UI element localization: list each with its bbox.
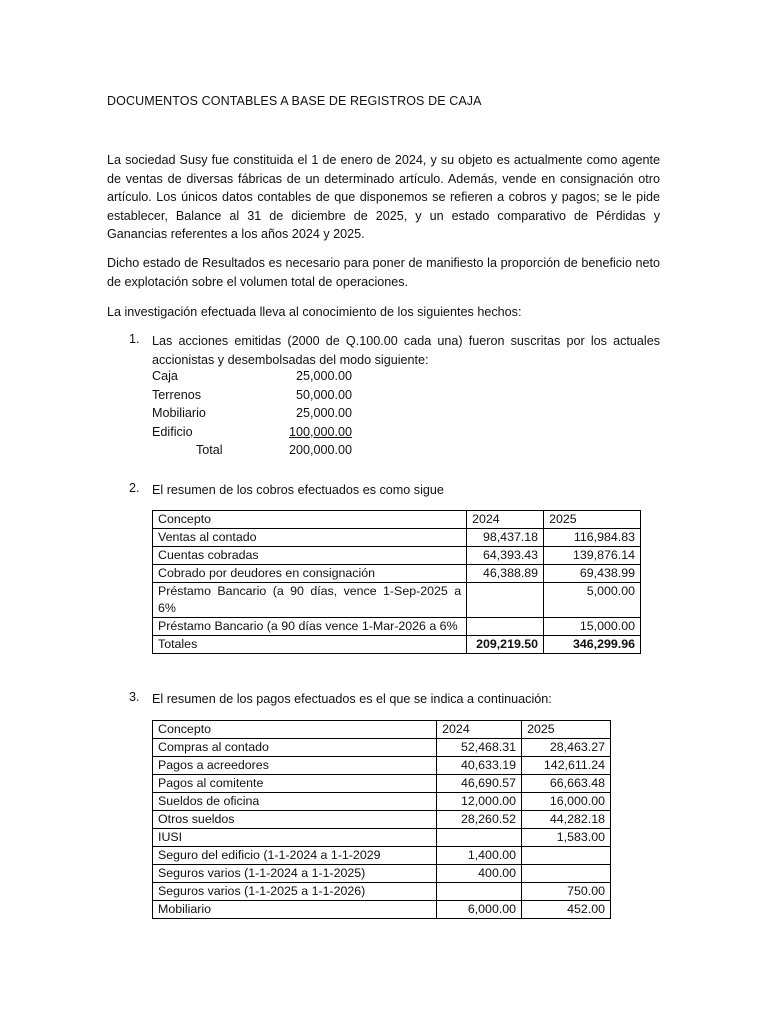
shares-value: 100,000.00: [288, 424, 352, 439]
value-cell: 142,611.24: [522, 757, 611, 775]
shares-row: [152, 388, 352, 407]
value-cell: [437, 883, 522, 901]
item-text-shares: Las acciones emitidas (2000 de Q.100.00 cada una) fueron suscritas por los actuales accionistas y desembolsadas del modo siguiente:: [152, 334, 660, 367]
header-cell: Concepto: [153, 511, 467, 529]
header-cell: Concepto: [153, 721, 437, 739]
table-row: [153, 811, 611, 829]
shares-total-label: Total: [196, 443, 223, 457]
concept-cell: IUSI: [153, 829, 437, 847]
intro-paragraph: La sociedad Susy fue constituida el 1 de enero de 2024, y su objeto es actualmente como agente de ventas de diversas fábricas de un determinado artículo. Además, vende en consignación otro artículo. Los únicos datos contables de que disponemos se refieren a cobros y pagos; se le pide establecer, Balance al 31 de diciembre de 2025, y un estado comparativo de Pérdidas y Ganancias referentes a los años 2024 y 2025.: [107, 153, 660, 241]
totals-label: Totales: [153, 636, 467, 654]
table-row: [153, 565, 641, 583]
concept-cell: Pagos al comitente: [153, 775, 437, 793]
value-cell: 52,468.31: [437, 739, 522, 757]
cobros-table: [152, 510, 641, 654]
item-number: 3.: [129, 690, 140, 704]
value-cell: 139,876.14: [544, 547, 641, 565]
value-cell: 66,663.48: [522, 775, 611, 793]
value-cell: [522, 847, 611, 865]
shares-label: Caja: [152, 369, 178, 383]
concept-cell: Mobiliario: [153, 901, 437, 919]
shares-value: 50,000.00: [295, 387, 352, 402]
item-text-pagos: El resumen de los pagos efectuados es el que se indica a continuación:: [152, 692, 552, 706]
value-cell: 1,400.00: [437, 847, 522, 865]
table-row: [153, 829, 611, 847]
purpose-paragraph: Dicho estado de Resultados es necesario para poner de manifiesto la proporción de beneficio neto de explotación sobre el volumen total de operaciones.: [107, 256, 660, 289]
value-cell: 40,633.19: [437, 757, 522, 775]
shares-row: [152, 425, 352, 444]
table-totals-row: [153, 636, 641, 654]
shares-row: [152, 369, 352, 388]
header-cell: 2024: [437, 721, 522, 739]
shares-total-value: 200,000.00: [288, 443, 352, 457]
concept-cell: Cobrado por deudores en consignación: [153, 565, 467, 583]
table-row: [153, 529, 641, 547]
concept-cell: Préstamo Bancario (a 90 días, vence 1-Sep-2025 a 6%: [153, 583, 467, 618]
value-cell: 16,000.00: [522, 793, 611, 811]
concept-cell: Seguros varios (1-1-2024 a 1-1-2025): [153, 865, 437, 883]
concept-cell: Seguro del edificio (1-1-2024 a 1-1-2029: [153, 847, 437, 865]
value-cell: 64,393.43: [467, 547, 544, 565]
item-number: 2.: [129, 481, 140, 495]
value-cell: [522, 865, 611, 883]
header-cell: 2025: [522, 721, 611, 739]
pagos-table: [152, 720, 611, 919]
header-cell: 2025: [544, 511, 641, 529]
value-cell: [467, 583, 544, 618]
concept-cell: Pagos a acreedores: [153, 757, 437, 775]
value-cell: [467, 618, 544, 636]
value-cell: 69,438.99: [544, 565, 641, 583]
value-cell: 46,690.57: [437, 775, 522, 793]
table-row: [153, 618, 641, 636]
value-cell: 452.00: [522, 901, 611, 919]
table-row: [153, 547, 641, 565]
table-header-row: [153, 511, 641, 529]
header-cell: 2024: [467, 511, 544, 529]
value-cell: 46,388.89: [467, 565, 544, 583]
concept-cell: Cuentas cobradas: [153, 547, 467, 565]
value-cell: 15,000.00: [544, 618, 641, 636]
value-cell: 750.00: [522, 883, 611, 901]
value-cell: 400.00: [437, 865, 522, 883]
value-cell: 116,984.83: [544, 529, 641, 547]
value-cell: 5,000.00: [544, 583, 641, 618]
value-cell: 1,583.00: [522, 829, 611, 847]
table-row: [153, 583, 641, 618]
document-title: DOCUMENTOS CONTABLES A BASE DE REGISTROS DE CAJA: [107, 94, 482, 108]
value-cell: 98,437.18: [467, 529, 544, 547]
item-text-cobros: El resumen de los cobros efectuados es como sigue: [152, 483, 444, 497]
totals-value: 346,299.96: [544, 636, 641, 654]
table-header-row: [153, 721, 611, 739]
item-number: 1.: [129, 332, 140, 346]
totals-value: 209,219.50: [467, 636, 544, 654]
value-cell: 6,000.00: [437, 901, 522, 919]
shares-label: Edificio: [152, 424, 193, 439]
concept-cell: Sueldos de oficina: [153, 793, 437, 811]
value-cell: 12,000.00: [437, 793, 522, 811]
table-row: [153, 847, 611, 865]
table-row: [153, 793, 611, 811]
table-row: [153, 883, 611, 901]
concept-cell: Compras al contado: [153, 739, 437, 757]
facts-intro-paragraph: La investigación efectuada lleva al conocimiento de los siguientes hechos:: [107, 305, 522, 319]
shares-breakdown: [152, 369, 352, 462]
shares-row: [152, 406, 352, 425]
shares-total-row: [152, 443, 352, 462]
table-row: [153, 739, 611, 757]
value-cell: 44,282.18: [522, 811, 611, 829]
value-cell: 28,463.27: [522, 739, 611, 757]
concept-cell: Ventas al contado: [153, 529, 467, 547]
value-cell: 28,260.52: [437, 811, 522, 829]
concept-cell: Seguros varios (1-1-2025 a 1-1-2026): [153, 883, 437, 901]
table-row: [153, 901, 611, 919]
shares-label: Terrenos: [152, 387, 201, 402]
shares-label: Mobiliario: [152, 406, 206, 420]
concept-cell: Préstamo Bancario (a 90 días vence 1-Mar-2026 a 6%: [153, 618, 467, 636]
value-cell: [437, 829, 522, 847]
table-row: [153, 865, 611, 883]
table-row: [153, 757, 611, 775]
shares-value: 25,000.00: [295, 369, 352, 383]
shares-value: 25,000.00: [295, 406, 352, 420]
concept-cell: Otros sueldos: [153, 811, 437, 829]
table-row: [153, 775, 611, 793]
